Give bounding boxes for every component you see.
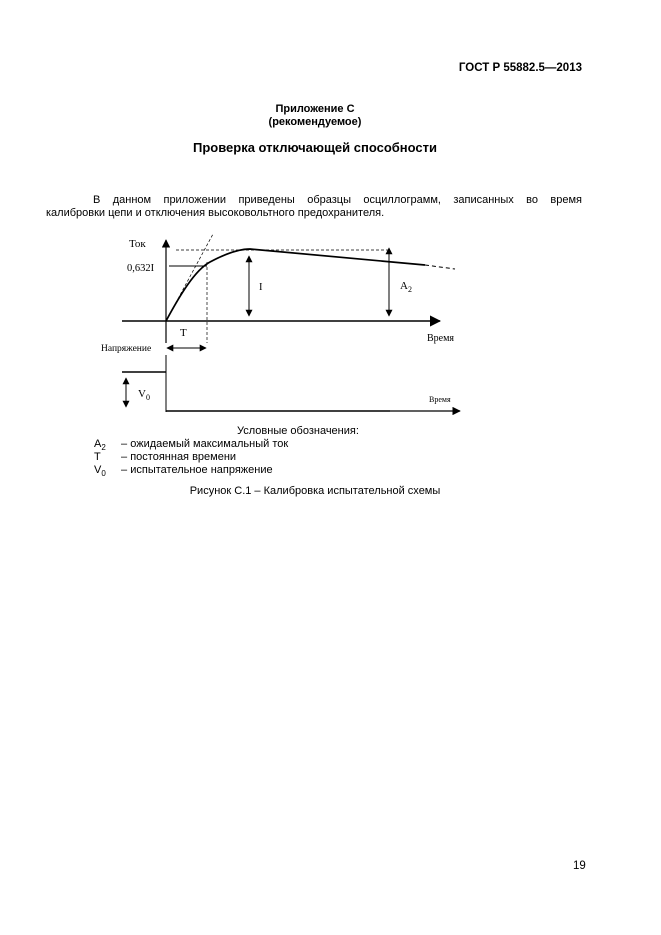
current-axis-label: Ток [129, 238, 146, 250]
current-curve-extension [425, 265, 455, 269]
v0-label: $V_0$ [138, 388, 150, 402]
peak-current-label: I [259, 282, 263, 293]
annex-status: (рекомендуемое) [268, 116, 362, 128]
page-number: 19 [573, 860, 586, 872]
legend-item-a2: $A_2$ – ожидаемый максимальный ток [94, 438, 289, 453]
a2-label: $A_2$ [400, 280, 412, 294]
time-axis-label: Время [427, 333, 455, 344]
legend-title: Условные обозначения: [237, 425, 359, 437]
intro-line-1: В данном приложении приведены образцы осциллограмм, записанных во время [93, 194, 582, 206]
intro-line-2: калибровки цепи и отключения высоковольтного предохранителя. [46, 207, 385, 219]
section-heading: Проверка отключающей способности [192, 140, 438, 155]
figure-caption: Рисунок С.1 – Калибровка испытательной схемы [189, 485, 441, 497]
annex-title: Приложение С [275, 103, 355, 115]
voltage-time-axis-label: Время [429, 395, 451, 404]
time-constant-label: T [180, 327, 187, 339]
standard-number: ГОСТ Р 55882.5—2013 [458, 62, 582, 74]
voltage-axis-label: Напряжение [101, 344, 152, 354]
legend-item-t: T – постоянная времени [94, 451, 237, 463]
level-0632-label: 0,632I [127, 263, 155, 274]
legend-item-v0: $V_0$ – испытательное напряжение [94, 464, 273, 479]
current-curve [166, 249, 425, 321]
